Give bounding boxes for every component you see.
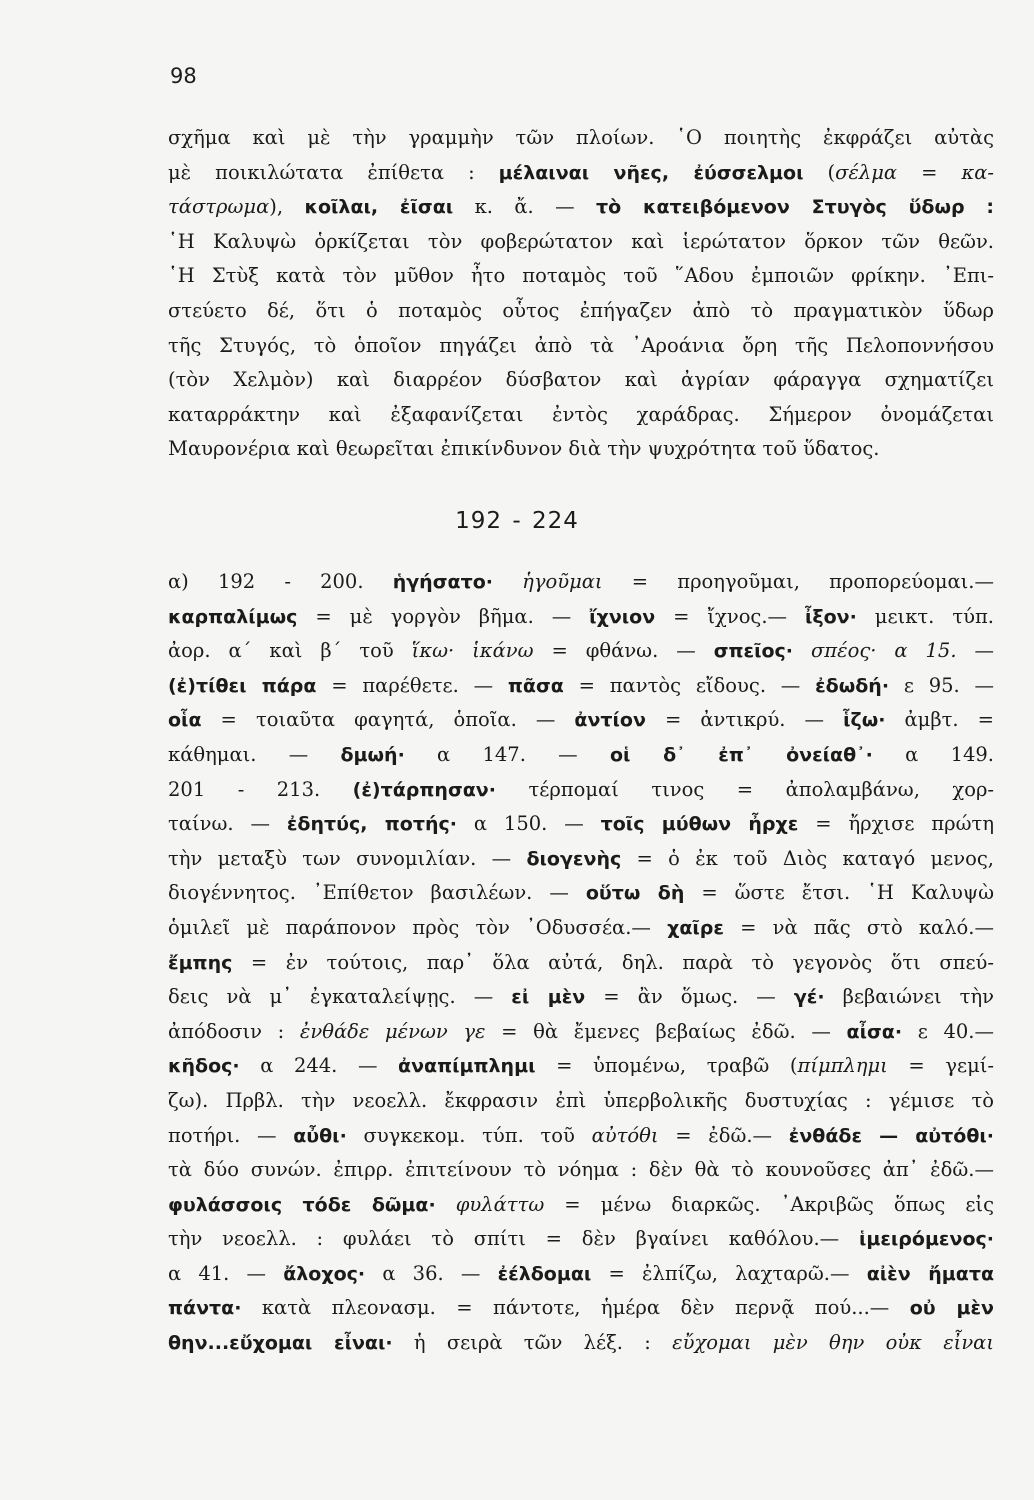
italic-term: ἡγοῦμαι [522,570,603,593]
text-line [168,669,994,704]
text-run: ἀμβτ. = [885,708,994,732]
lemma-term: ἐέλδομαι [497,1262,592,1285]
lemma-term: ἀναπίμπλημι [398,1055,536,1078]
text-run: = προηγοῦμαι, προπορεύομαι.— [602,570,994,593]
text-run [493,570,522,593]
text-line [168,1257,994,1292]
text-line [168,773,994,808]
text-run: = παρέθετε. — [316,673,508,697]
text-run: τέρπομαί τινος = ἀπολαμβάνω, χορ- [495,777,994,801]
italic-term: φυλάττω [455,1192,545,1216]
text-run: τὴν νεοελλ. : φυλάει τὸ σπίτι = δὲν βγαίνει καθόλου.— [168,1227,859,1251]
text-run: κατὰ πλεονασμ. = πάντοτε, ἡμέρα δὲν περνᾷ πού...— [241,1296,910,1320]
lemma-term: (ἐ)τάρπησαν· [352,778,496,801]
text-run: — [956,639,994,663]
lemma-term: οἱ δ᾿ ἐπ᾿ ὀνείαθ᾿· [609,743,873,766]
text-run: βεβαιώνει τὴν [824,985,994,1009]
lemma-term: θην...εὔχομαι εἶναι· [168,1332,393,1355]
text-run: στεύετο δέ, ὅτι ὁ ποταμὸς οὗτος ἐπήγαζεν ἀπὸ τὸ πραγματικὸν ὕδωρ [168,298,994,322]
text-run: α 147. — [404,742,610,766]
text-run: = ἐν τούτοις, παρ᾿ ὅλα αὐτά, δηλ. παρὰ τὸ γεγονὸς ὅτι σπεύ- [232,950,994,974]
page-number: 98 [170,64,197,88]
text-run: διογέννητος. ᾿Επίθετον βασιλέων. — [168,881,586,905]
lemma-term: ἡγήσατο· [392,571,493,593]
text-run: ζω). Πρβλ. τὴν νεοελλ. ἔκφρασιν ἐπὶ ὑπερβολικῆς δυστυχίας : γέμισε τὸ [168,1088,994,1112]
text-line [168,294,994,329]
text-run: = ἐδῶ.— [658,1123,789,1147]
text-run: = θὰ ἔμενες βεβαίως ἐδῶ. — [485,1019,847,1043]
text-run: κ. ἄ. — [453,195,596,219]
text-run: ταίνω. — [168,812,287,836]
lemma-term: τοῖς μύθων ἦρχε [600,813,799,836]
text-line [168,1153,994,1188]
lemma-term: δμωή· [340,743,405,766]
text-run: α 36. — [365,1261,498,1285]
text-run: = ὥστε ἔτσι. ῾Η Καλυψὼ [684,881,994,905]
text-line [168,1222,994,1257]
lemma-term: ἶξον· [805,605,857,628]
text-run: ε 95. — [889,673,994,697]
text-line [168,1119,994,1154]
text-run: ἀπόδοσιν : [168,1019,300,1043]
lemma-term: οὕτω δὴ [585,882,685,905]
text-line [168,876,994,911]
lemma-term: φυλάσσοις τόδε δῶμα· [168,1193,436,1216]
text-run: α) 192 - 200. [168,570,393,593]
text-run: ποτήρι. — [168,1123,294,1147]
section-heading: 192 - 224 [455,508,579,534]
text-run: ε 40.— [902,1019,994,1043]
text-line [168,259,994,294]
text-run: ( [803,160,836,184]
italic-term: σέλμα [835,160,898,184]
lemma-term: ἄλοχος· [283,1262,366,1285]
lemma-term: αὖθι· [293,1124,347,1147]
italic-term: κα- [961,160,994,184]
text-line [168,1188,994,1223]
italic-term: ἐνθάδε μένων γε [299,1019,486,1043]
lemma-term: ἐδητύς, ποτής· [286,813,457,836]
text-run: ἡ σειρὰ τῶν λέξ. : [392,1331,673,1355]
text-run: = φθάνω. — [533,639,714,663]
text-run: = [897,160,962,184]
text-run: ), [269,195,305,219]
lemma-term: οὐ μὲν [909,1297,994,1320]
text-run: = γεμί- [887,1054,994,1078]
lemma-term: διογενὴς [526,847,622,870]
italic-term: πίμπλημι [797,1054,888,1078]
lemma-term: καρπαλίμως [168,605,298,628]
text-run [793,639,811,662]
text-line [168,842,994,877]
lemma-term: ἱμειρόμενος· [858,1228,994,1251]
text-run: σχῆμα καὶ μὲ τὴν γραμμὴν τῶν πλοίων. ῾Ο ποιητὴς ἐκφράζει αὐτὰς [168,126,994,149]
text-run: α 244. — [239,1054,399,1078]
text-line [168,432,994,467]
text-run: α 149. [872,742,994,766]
lemma-term: πᾶσα [507,674,564,697]
lemma-term: αἶσα· [846,1020,903,1043]
italic-term: ἵκω· ἱκάνω [411,639,534,663]
lemma-term: αἰὲν ἤματα [866,1262,994,1285]
text-line [168,946,994,981]
text-run: = ὑπομένω, τραβῶ ( [535,1054,798,1078]
lemma-term: ἀντίον [574,709,646,732]
text-line [168,329,994,364]
text-run: = ἀντικρύ. — [645,708,844,732]
text-line [168,363,994,398]
intro-paragraph [168,121,994,467]
lemma-term: μέλαιναι νῆες, ἐύσσελμοι [498,161,804,184]
text-line [168,565,994,600]
lemma-term: ἷζω· [843,709,886,732]
lemma-term: κοῖλαι, ἐῖσαι [304,196,454,219]
text-run: α 41. — [168,1261,284,1285]
text-line [168,807,994,842]
text-run [436,1193,456,1216]
text-run: = ἐλπίζω, λαχταρῶ.— [591,1261,867,1285]
lemma-term: ἴχνιον [589,605,656,628]
text-line [168,1015,994,1050]
text-line [168,225,994,260]
text-run: μὲ ποικιλώτατα ἐπίθετα : [168,160,499,184]
lemma-term: σπεῖος· [713,640,794,663]
italic-term: αὐτόθι [591,1123,659,1147]
text-run: ὁμιλεῖ μὲ παράπονον πρὸς τὸν ᾿Οδυσσέα.— [168,915,668,939]
text-line [168,738,994,773]
text-run: 201 - 213. [168,777,353,801]
text-run: ἀορ. α΄ καὶ β΄ τοῦ [168,639,412,663]
text-run: = ἴχνος.— [655,604,805,628]
italic-term: εὔχομαι μὲν θην οὐκ εἶναι [672,1331,994,1355]
text-line [168,1049,994,1084]
italic-term: σπέος· α 15. [811,639,957,663]
text-run: καταρράκτην καὶ ἐξαφανίζεται ἐντὸς χαράδρας. Σήμερον ὀνομάζεται [168,402,994,426]
text-run: = τοιαῦτα φαγητά, ὁποῖα. — [201,708,575,732]
text-line [168,190,994,225]
lemma-term: εἰ μὲν [511,986,586,1009]
text-run: = μὲ γοργὸν βῆμα. — [297,604,590,628]
lemma-term: ἔμπης [168,951,233,974]
text-run: = ἂν ὅμως. — [585,985,794,1009]
text-run: Μαυρονέρια καὶ θεωρεῖται ἐπικίνδυνον διὰ τὴν ψυχρότητα τοῦ ὕδατος. [168,437,880,461]
lemma-term: ἐδωδή· [815,674,890,697]
text-line [168,398,994,433]
lemma-term: κῆδος· [168,1055,240,1078]
text-run: δεις νὰ μ᾿ ἐγκαταλείψῃς. — [168,985,512,1009]
text-line [168,980,994,1015]
text-run: = μένω διαρκῶς. ᾿Ακριβῶς ὅπως εἰς [544,1192,994,1216]
text-run: = ἤρχισε πρώτη [798,812,994,836]
text-run: μεικτ. τύπ. [856,604,994,628]
lemma-term: τὸ κατειβόμενον Στυγὸς ὕδωρ : [596,196,994,219]
lemma-term: οἷα [168,709,202,732]
text-run: τῆς Στυγός, τὸ ὁποῖον πηγάζει ἀπὸ τὰ ᾿Αροάνια ὄρη τῆς Πελοποννήσου [168,333,994,357]
lemma-term: χαῖρε [667,916,724,939]
lemma-term: γέ· [793,986,825,1009]
text-line [168,121,994,156]
lemma-term: (ἐ)τίθει πάρα [168,674,317,697]
text-line [168,1291,994,1326]
text-line [168,1326,994,1361]
text-run: = νὰ πᾶς στὸ καλό.— [723,915,994,939]
lemma-term: πάντα· [168,1297,242,1320]
text-line [168,1084,994,1119]
text-run: τὰ δύο συνών. ἐπιρρ. ἐπιτείνουν τὸ νόημα : δὲν θὰ τὸ κουνοῦσες ἀπ᾿ ἐδῶ.— [168,1158,994,1182]
text-line [168,703,994,738]
text-line [168,600,994,635]
text-line [168,911,994,946]
text-line [168,156,994,191]
lemma-term: ἐνθάδε — αὐτόθι· [788,1124,994,1147]
text-run: τὴν μεταξὺ των συνομιλίαν. — [168,846,527,870]
commentary-notes [168,565,994,1361]
text-run: ῾Η Καλυψὼ ὁρκίζεται τὸν φοβερώτατον καὶ ἱερώτατον ὅρκον τῶν θεῶν. [168,229,994,253]
text-run: α 150. — [456,812,601,836]
text-run: συγκεκομ. τύπ. τοῦ [346,1123,592,1147]
text-run: ῾Η Στὺξ κατὰ τὸν μῦθον ἦτο ποταμὸς τοῦ ῞Αδου ἐμποιῶν φρίκην. ᾿Επι- [168,264,994,288]
text-run: (τὸν Χελμὸν) καὶ διαρρέον δύσβατον καὶ ἀγρίαν φάραγγα σχηματίζει [168,368,994,392]
text-run: = ὁ ἐκ τοῦ Διὸς καταγό μενος, [621,846,994,870]
text-run: κάθημαι. — [168,742,341,766]
italic-term: τάστρωμα [168,195,270,219]
text-run: = παντὸς εἴδους. — [563,673,816,697]
text-line [168,634,994,669]
